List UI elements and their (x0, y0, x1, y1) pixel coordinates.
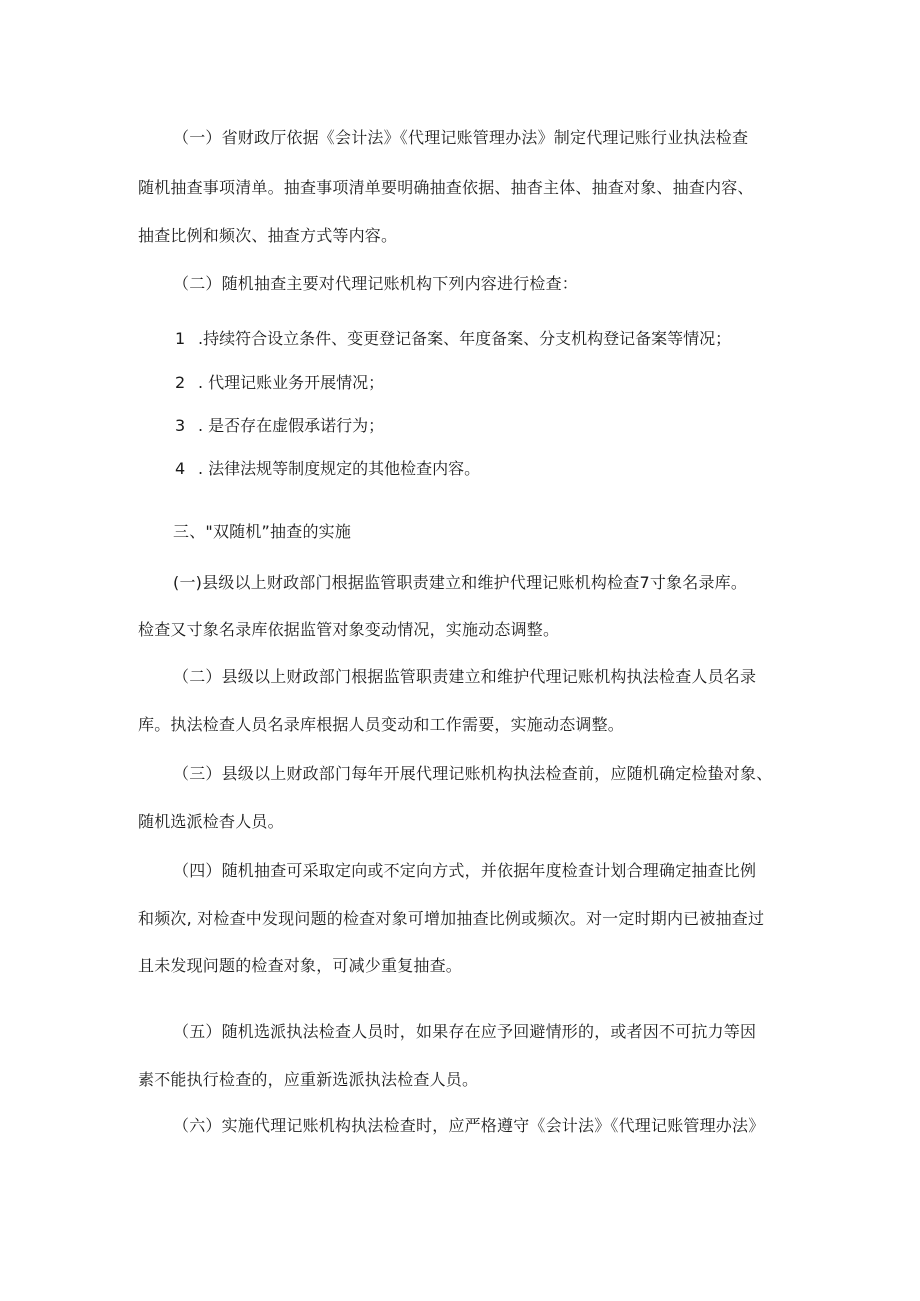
list-item-number: 3 (175, 416, 186, 435)
paragraph-line: （二）县级以上财政部门根据监管职责建立和维护代理记账机构执法检查人员名录 (173, 667, 757, 686)
paragraph-line: （四）随机抽查可采取定向或不定向方式，并依据年度检查计划合理确定抽查比例 (173, 861, 757, 880)
section-heading: 三、"双随机”抽查的实施 (173, 522, 352, 541)
list-item-text: . 法律法规等制度规定的其他检查内容。 (198, 459, 481, 478)
paragraph-line: 素不能执行检查的，应重新选派执法检查人员。 (138, 1070, 479, 1089)
paragraph-line: 和频次, 对检查中发现问题的检查对象可增加抽查比例或频次。对一定时期内已被抽查过 (138, 909, 765, 928)
paragraph-line: 且未发现问题的检查对象，可减少重复抽查。 (138, 956, 463, 975)
paragraph-line: 随机选派检杳人员。 (138, 812, 284, 831)
paragraph-line: 抽查比例和频次、抽查方式等内容。 (138, 226, 398, 245)
paragraph-line: （三）县级以上财政部门每年开展代理记账机构执法检查前，应随机确定检蛰对象、 (173, 764, 773, 783)
paragraph-line: （五）随机选派执法检查人员时，如果存在应予回避情形的，或者因不可抗力等因 (173, 1022, 757, 1041)
paragraph-line: （一）省财政厅依据《会计法》《代理记账管理办法》制定代理记账行业执法检查 (173, 128, 749, 147)
list-item-number: 2 (175, 373, 186, 392)
paragraph-line: 随机抽查事项清单。抽查事项清单要明确抽查依据、抽杳主体、抽查对象、抽查内容、 (138, 178, 754, 197)
paragraph-line: 检查又寸象名录库依据监管对象变动情况，实施动态调整。 (138, 620, 560, 639)
paragraph-line: （二）随机抽查主要对代理记账机构下列内容进行检查： (173, 274, 579, 293)
list-item-text: .持续符合设立条件、变更登记备案、年度备案、分支机构登记备案等情况； (198, 329, 732, 348)
list-item-number: 1 (175, 329, 186, 348)
list-item-text: . 代理记账业务开展情况； (198, 373, 385, 392)
paragraph-line: (一)县级以上财政部门根据监管职责建立和维护代理记账机构检查7寸象名录库。 (173, 573, 748, 592)
paragraph-line: （六）实施代理记账机构执法检查时，应严格遵守《会计法》《代理记账管理办法》 (173, 1116, 765, 1135)
paragraph-line: 库。执法检查人员名录库根据人员变动和工作需要，实施动态调整。 (138, 715, 625, 734)
list-item-number: 4 (175, 459, 186, 478)
list-item-text: . 是否存在虚假承诺行为； (198, 416, 385, 435)
